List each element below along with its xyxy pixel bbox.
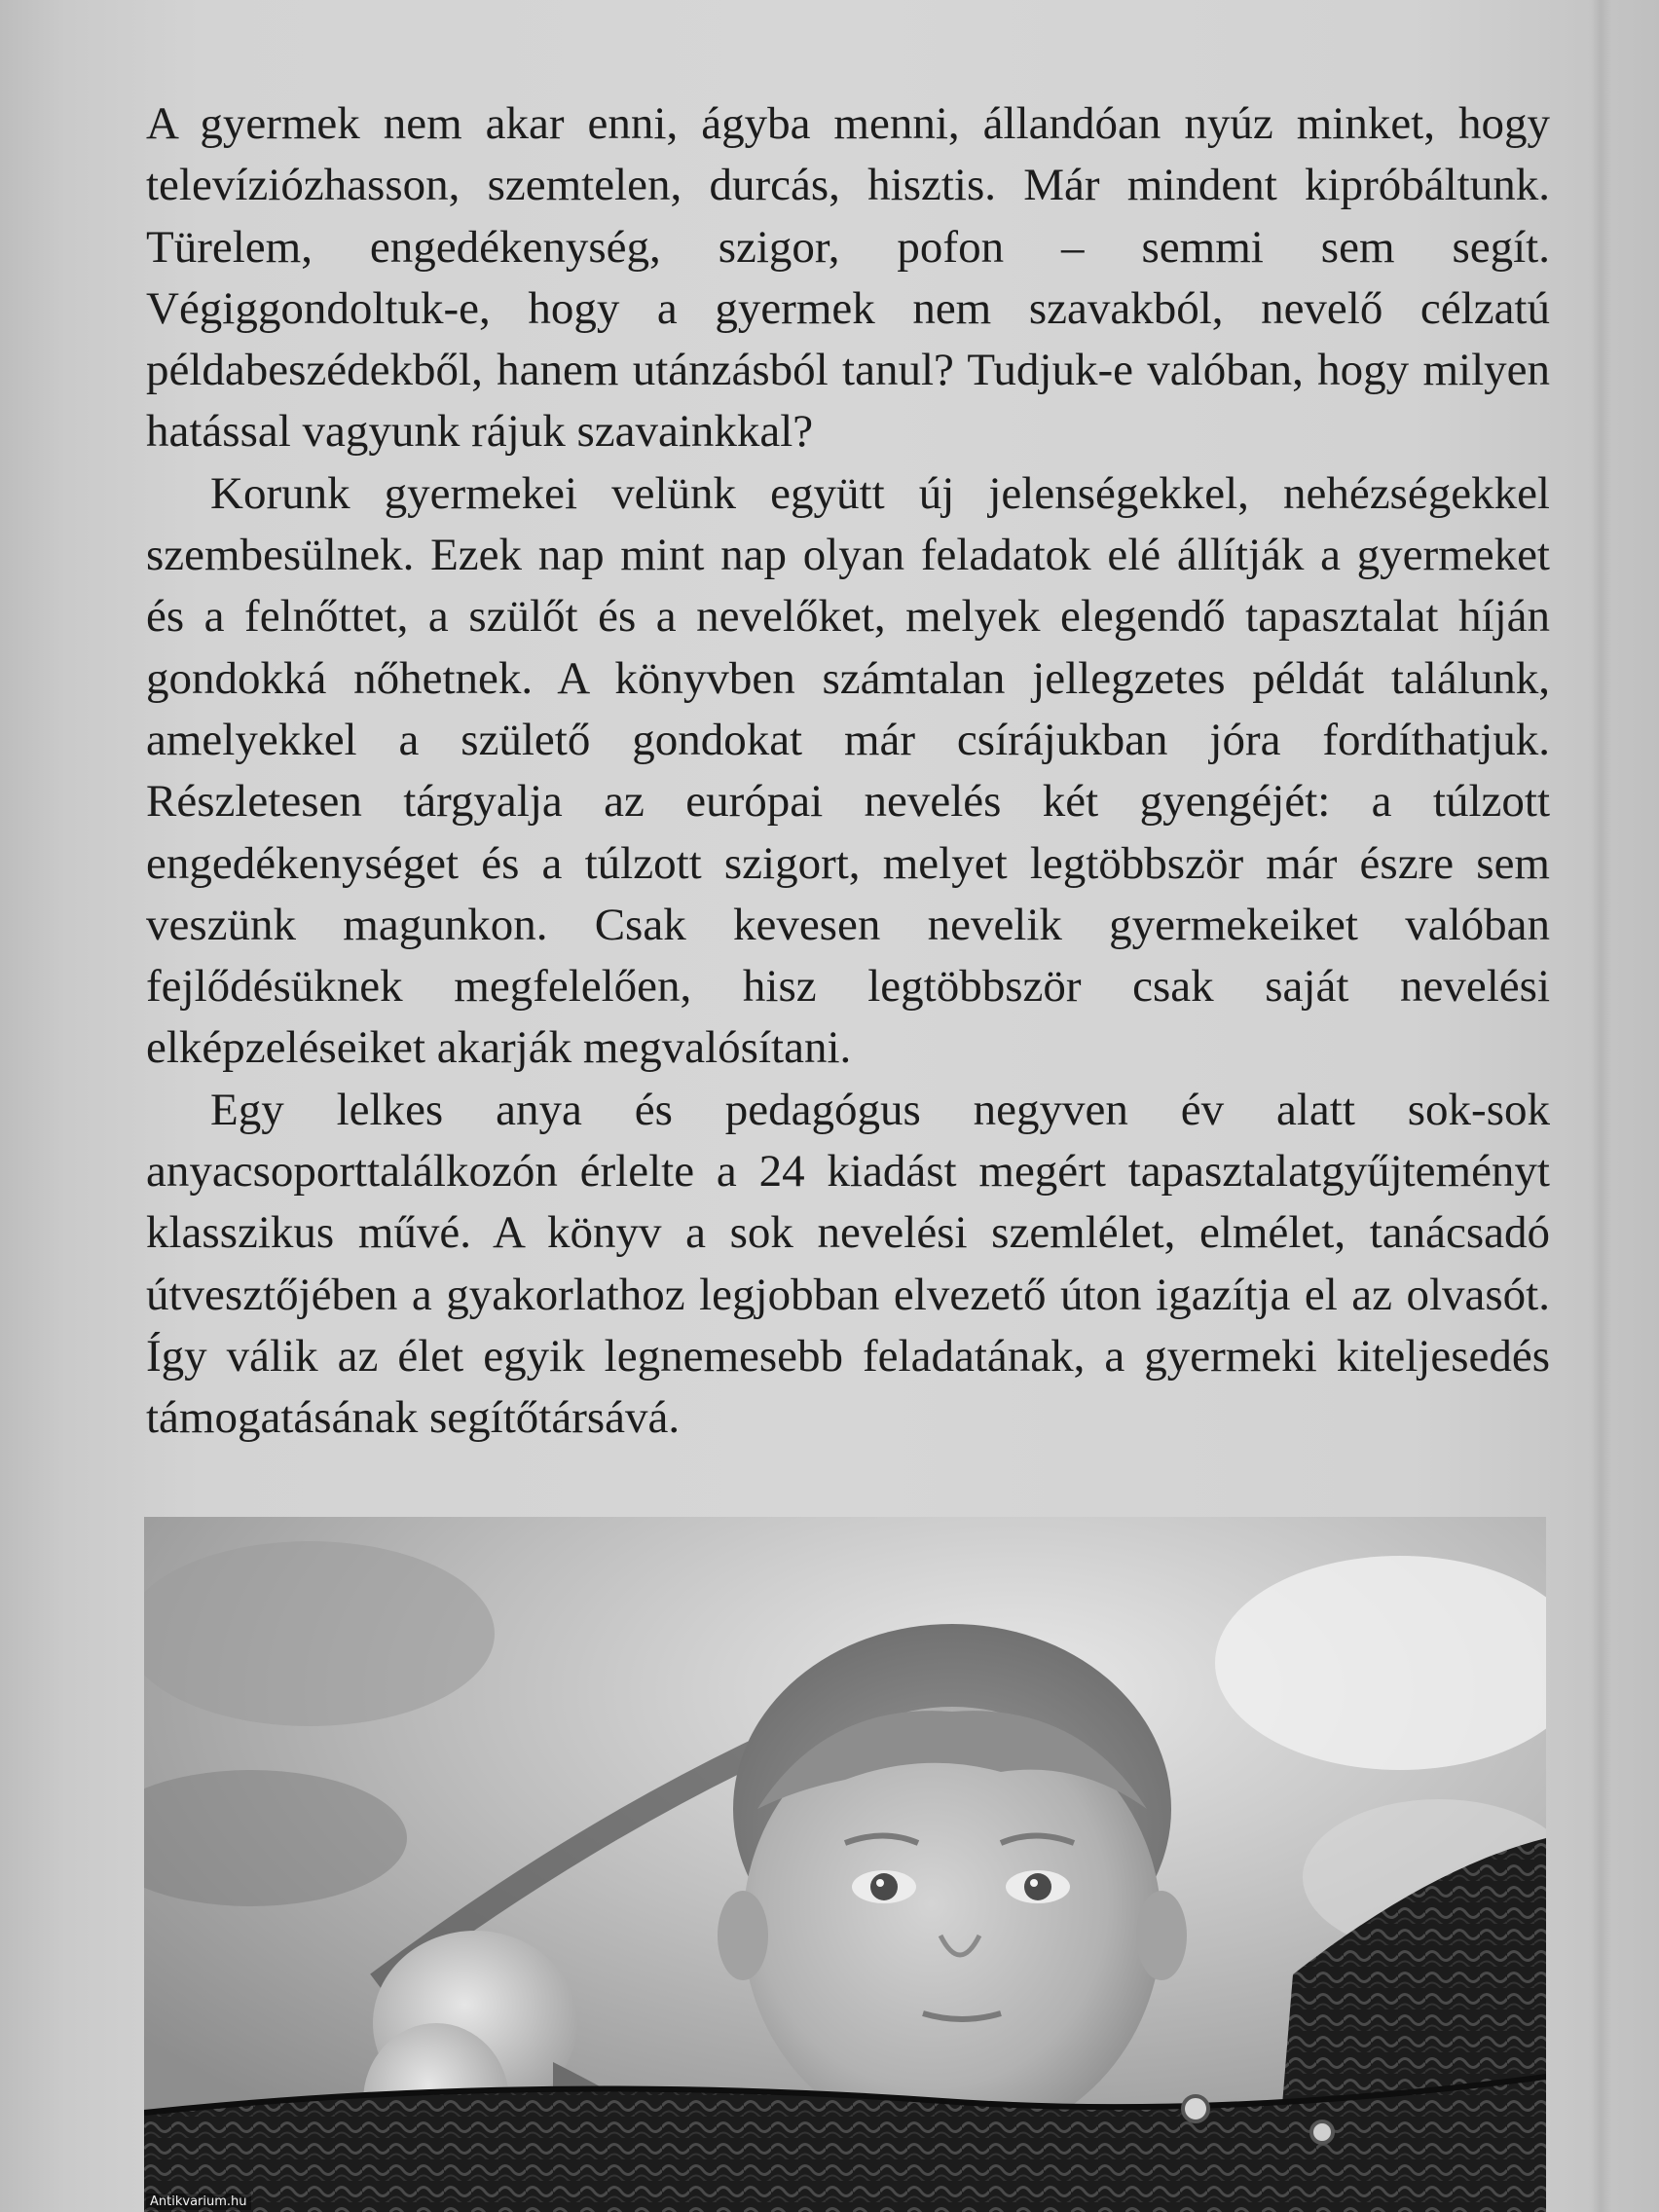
child-photo-illustration <box>144 1517 1546 2212</box>
child-photo <box>144 1517 1546 2212</box>
watermark-credit: Antikvarium.hu <box>146 2194 251 2210</box>
blurb-paragraph-2: Korunk gyermekei velünk együtt új jelenségekkel, nehézségekkel szembesülnek. Ezek nap mint nap olyan feladatok elé állítják a gyermeket és a felnőttet, a szülőt és a nevelőket, melyek elegendő tapasztalat híján gondokká nőhetnek. A könyvben számtalan jellegzetes példát találunk, amelyekkel a születő gondokat már csírájukban jóra fordíthatjuk. Részletesen tárgyalja az európai nevelés két gyengéjét: a túlzott engedékenységet és a túlzott szigort, melyet legtöbbször már észre sem veszünk magunkon. Csak kevesen nevelik gyermekeiket valóban fejlődésüknek megfelelően, hisz legtöbbször csak saját nevelési elképzeléseiket akarják megvalósítani. <box>146 467 1550 1074</box>
blurb-paragraph-1: A gyermek nem akar enni, ágyba menni, állandóan nyúz minket, hogy televíziózhasson, szemtelen, durcás, hisztis. Már mindent kipróbáltunk. Türelem, engedékenység, szigor, pofon – semmi sem segít. Végiggondoltuk-e, hogy a gyermek nem szavakból, nevelő célzatú példabeszédekből, hanem utánzásból tanul? Tudjuk-e valóban, hogy milyen hatással vagyunk rájuk szavainkkal? <box>146 98 1550 458</box>
back-cover-blurb <box>146 93 1550 1450</box>
book-spine-shadow <box>1591 0 1612 2212</box>
blurb-paragraph-3: Egy lelkes anya és pedagógus negyven év alatt sok-sok anyacsoporttalálkozón érlelte a 24 kiadást megért tapasztalatgyűjteményt klasszikus művé. A könyv a sok nevelési szemlélet, elmélet, tanácsadó útvesztőjében a gyakorlathoz legjobban elvezető úton igazítja el az olvasót. Így válik az élet egyik legnemesebb feladatának, a gyermeki kiteljesedés támogatásának segítőtársává. <box>146 1084 1550 1444</box>
